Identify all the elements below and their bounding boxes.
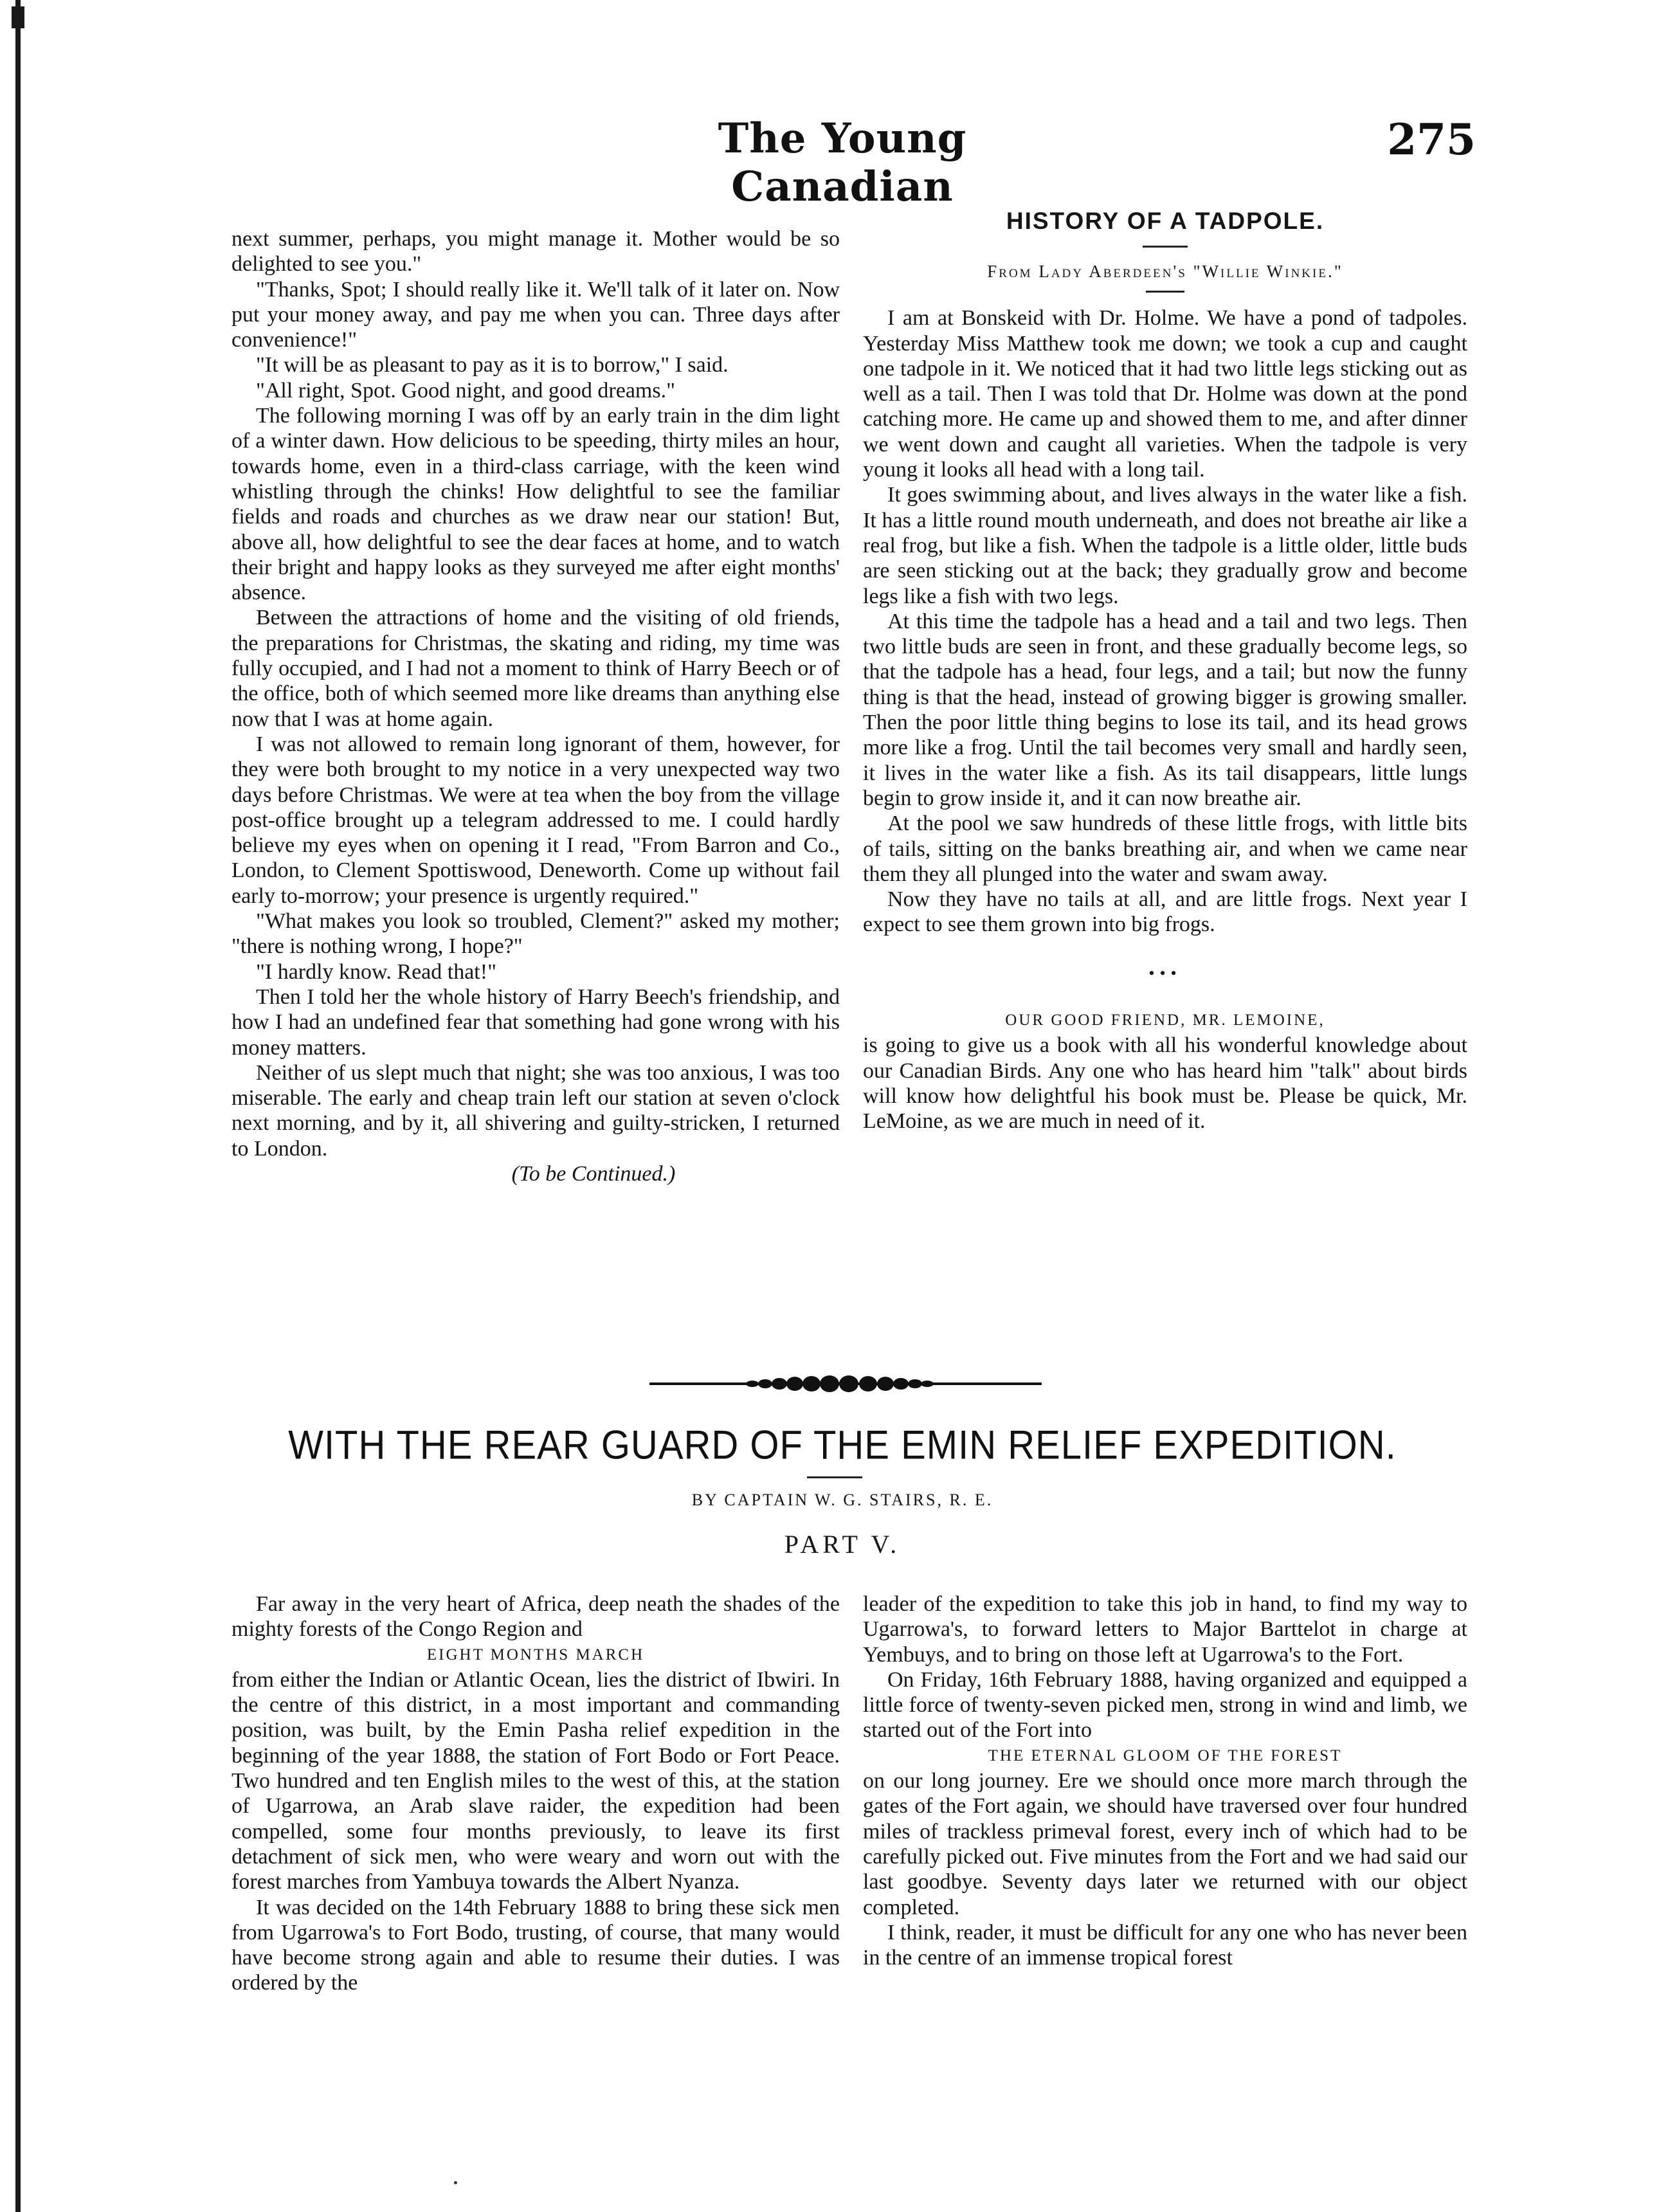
expedition-subhead: THE ETERNAL GLOOM OF THE FOREST	[988, 1746, 1343, 1764]
lemoine-heading: OUR GOOD FRIEND, MR. LEMOINE,	[1005, 1011, 1325, 1029]
tadpole-column	[863, 207, 1467, 1134]
tadpole-paragraph: At the pool we saw hundreds of these little frogs, with little bits of tails, sitting on the banks breathing air, and when we came near them they all plunged into the water and swam away.	[863, 811, 1467, 886]
expedition-paragraph: It was decided on the 14th February 1888 to bring these sick men from Ugarrowa's to Fort Bodo, trusting, of course, that many would have become strong again and able to resume their duties. I was ordered by the	[231, 1895, 840, 1995]
page-binding-edge	[15, 0, 21, 2212]
expedition-paragraph: from either the Indian or Atlantic Ocean, lies the district of Ibwiri. In the centre of this district, in a most important and commanding position, was built, by the Emin Pasha relief expedition in the beginning of the year 1888, the station of Fort Bodo or Fort Peace. Two hundred and ten English miles to the west of this, at the station of Ugarrowa, an Arab slave raider, the expedition had been compelled, some four months previously, to leave its first detachment of sick men, who were weary and worn out with the forest marches from Yambuya towards the Albert Nyanza.	[231, 1667, 840, 1894]
story-paragraph: "It will be as pleasant to pay as it is to borrow," I said.	[256, 353, 729, 377]
expedition-title-rule	[807, 1476, 862, 1478]
ornamental-divider	[649, 1374, 1042, 1393]
masthead-title: The Young Canadian	[718, 114, 967, 211]
expedition-subhead: EIGHT MONTHS MARCH	[426, 1645, 645, 1664]
to-be-continued: (To be Continued.)	[511, 1161, 676, 1186]
expedition-paragraph: I think, reader, it must be difficult for any one who has never been in the centre of an immense tropical forest	[863, 1920, 1467, 1970]
expedition-right-column	[863, 1591, 1467, 1970]
story-paragraph: Then I told her the whole history of Harry Beech's friendship, and how I had an undefined fear that something had gone wrong with his money matters.	[231, 984, 840, 1060]
expedition-left-column	[231, 1591, 840, 1996]
story-column	[231, 226, 840, 1186]
expedition-paragraph: On Friday, 16th February 1888, having organized and equipped a little force of twenty-seven picked men, strong in wind and limb, we started out of the Fort into	[863, 1667, 1467, 1743]
expedition-title: WITH THE REAR GUARD OF THE EMIN RELIEF EXPEDITION.	[288, 1422, 1397, 1468]
story-paragraph: I was not allowed to remain long ignorant of them, however, for they were both brought to my notice in a very unexpected way two days before Christmas. We were at tea when the boy from the village post-office brought up a telegram addressed to me. I could hardly believe my eyes when on opening it I read, "From Barron and Co., London, to Clement Spottiswood, Deneworth. Come up without fail early to-morrow; your presence is urgently required."	[231, 732, 840, 908]
story-paragraph: Neither of us slept much that night; she was too anxious, I was too miserable. The early and cheap train left our station at seven o'clock next morning, and by it, all shivering and guilty-stricken, I returned to London.	[231, 1060, 840, 1161]
tadpole-paragraph: I am at Bonskeid with Dr. Holme. We have a pond of tadpoles. Yesterday Miss Matthew took me down; we took a cup and caught one tadpole in it. We noticed that it had two little legs sticking out as well as a tail. Then I was told that Dr. Holme was down at the pond catching more. He came up and showed them to me, and after dinner we went down and caught all varieties. When the tadpole is very young it looks all head with a long tail.	[863, 306, 1467, 482]
expedition-paragraph: Far away in the very heart of Africa, deep neath the shades of the mighty forests of the Congo Region and	[231, 1592, 840, 1642]
section-divider-dots: •••	[1148, 963, 1182, 983]
story-paragraph: The following morning I was off by an early train in the dim light of a winter dawn. How delicious to be speeding, thirty miles an hour, towards home, even in a third-class carriage, with the keen wind whistling through the chinks! How delightful to see the familiar fields and roads and churches as we draw near our station! But, above all, how delightful to see the dear faces at home, and to watch their bright and happy looks as they surveyed me after eight months' absence.	[231, 404, 840, 605]
story-paragraph: "What makes you look so troubled, Clement?" asked my mother; "there is nothing wrong, I hope?"	[231, 909, 840, 959]
tadpole-paragraph: At this time the tadpole has a head and a tail and two legs. Then two little buds are seen in front, and these gradually become legs, so that the tadpole has a head, four legs, and a tail; but now the funny thing is that the head, instead of growing bigger is growing smaller. Then the poor little thing begins to lose its tail, and its head grows more like a frog. Until the tail becomes very small and hardly seen, it lives in the water like a fish. As its tail disappears, little lungs begin to grow inside it, and it can now breathe air.	[863, 609, 1467, 810]
story-paragraph: Between the attractions of home and the visiting of old friends, the preparations for Christmas, the skating and riding, my time was fully occupied, and I had not a moment to think of Harry Beech or of the office, both of which seemed more like dreams than anything else now that I was at home again.	[231, 606, 840, 731]
expedition-byline: BY CAPTAIN W. G. STAIRS, R. E.	[691, 1491, 993, 1509]
expedition-paragraph: leader of the expedition to take this job in hand, to find my way to Ugarrowa's, to forward letters to Major Barttelot in charge at Yembuys, and to bring on those left at Ugarrowa's to the Fort.	[863, 1592, 1467, 1667]
lemoine-paragraph: is going to give us a book with all his wonderful knowledge about our Canadian Birds. Any one who has heard him "talk" about birds will know how delightful his book must be. Please be quick, Mr. LeMoine, as we are much in need of it.	[863, 1033, 1467, 1134]
tadpole-source: From Lady Aberdeen's "Willie Winkie."	[987, 262, 1343, 281]
source-rule	[1146, 291, 1184, 293]
story-paragraph: "I hardly know. Read that!"	[256, 959, 496, 984]
tadpole-paragraph: Now they have no tails at all, and are little frogs. Next year I expect to see them grown into big frogs.	[863, 887, 1467, 937]
tadpole-paragraph: It goes swimming about, and lives always in the water like a fish. It has a little round mouth underneath, and does not breathe air like a real frog, but like a fish. When the tadpole is a little older, little buds are seen sticking out at the back; they gradually grow and become legs like a fish with two legs.	[863, 483, 1467, 608]
page-number: 275	[1387, 114, 1476, 165]
stray-print-mark	[454, 2181, 457, 2184]
title-rule	[1143, 246, 1188, 248]
expedition-paragraph: on our long journey. Ere we should once more march through the gates of the Fort again, we should have traversed over four hundred miles of trackless primeval forest, every inch of which had to be carefully picked out. Five minutes from the Fort and we had said our last goodbye. Seventy days later we returned with our object completed.	[863, 1769, 1467, 1919]
expedition-part: PART V.	[784, 1530, 901, 1559]
tadpole-title: HISTORY OF A TADPOLE.	[1006, 208, 1325, 234]
binding-mark	[12, 6, 24, 28]
story-paragraph: next summer, perhaps, you might manage it. Mother would be so delighted to see you."	[231, 227, 840, 276]
story-paragraph: "Thanks, Spot; I should really like it. We'll talk of it later on. Now put your money away, and pay me when you can. Three days after convenience!"	[231, 277, 840, 352]
story-paragraph: "All right, Spot. Good night, and good dreams."	[256, 378, 675, 403]
